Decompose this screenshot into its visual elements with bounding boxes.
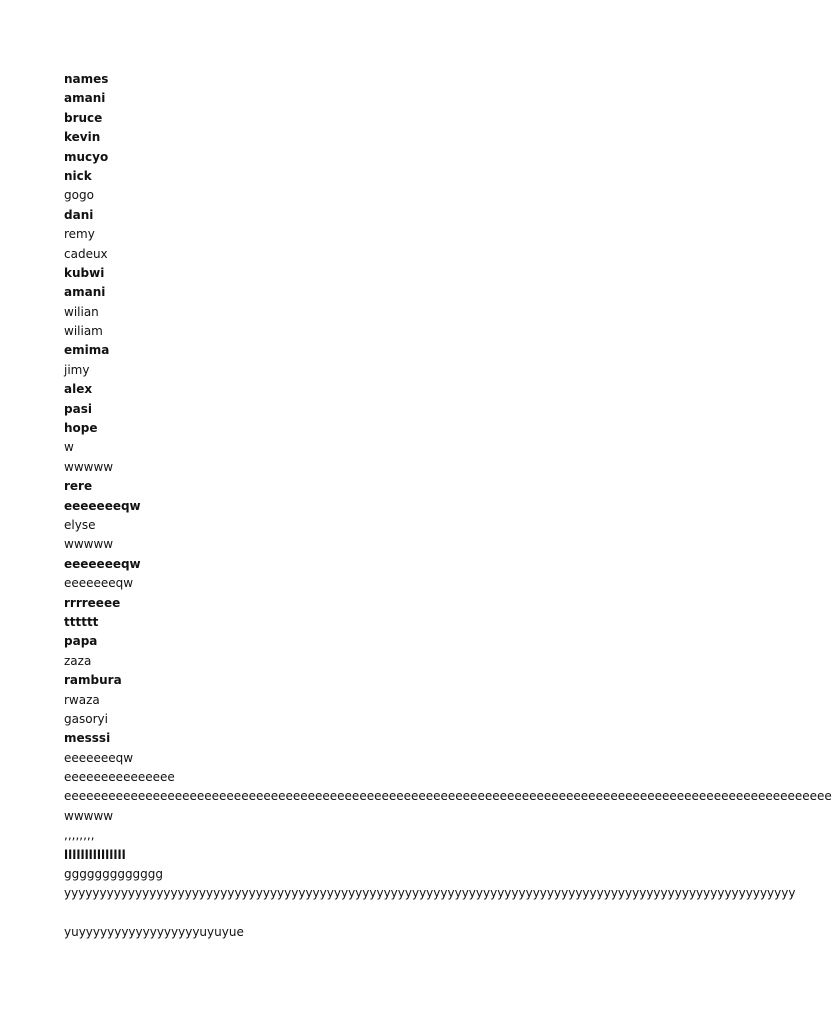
blank-line (64, 904, 668, 923)
text-line: amani (64, 91, 106, 106)
text-line: zaza (64, 653, 92, 668)
text-line: ,,,,,,,, (64, 828, 95, 843)
text-line: rwaza (64, 692, 100, 707)
text-line: eeeeeeeeeeeeeeeeeeeeeeeeeeeeeeeeeeeeeeeeeeeeeeeeeeeeeeeeeeeeeeeeeeeeeeeeeeeeeeeeeeeeeeeeeeeeeeeeeeeeeeee (64, 789, 832, 804)
text-line: remy (64, 227, 95, 242)
text-line: kevin (64, 130, 101, 145)
text-line: rrrreeee (64, 595, 121, 610)
text-line: kubwi (64, 265, 105, 280)
text-line: wwwww (64, 459, 114, 474)
text-line: eeeeeeeeeeeeeee (64, 770, 175, 785)
text-line: names (64, 72, 109, 86)
text-line: papa (64, 634, 98, 649)
text-line: gogo (64, 188, 94, 203)
text-line: lllllllllllllll (64, 847, 126, 862)
text-line: bruce (64, 110, 103, 125)
text-line: wwwww (64, 808, 114, 823)
text-line: alex (64, 382, 93, 397)
text-line: yyyyyyyyyyyyyyyyyyyyyyyyyyyyyyyyyyyyyyyyyyyyyyyyyyyyyyyyyyyyyyyyyyyyyyyyyyyyyyyyyyyyyyyyyyyyyyyyyyyyyyy (64, 886, 796, 901)
text-line: eeeeeeeqw (64, 498, 141, 513)
text-line: jimy (64, 362, 90, 377)
text-line: nick (64, 168, 92, 183)
text-line: dani (64, 207, 94, 222)
text-line: mucyo (64, 149, 109, 164)
text-line: amani (64, 285, 106, 300)
text-line: wwwww (64, 537, 114, 552)
text-line: emima (64, 343, 110, 358)
text-line: gasoryi (64, 711, 108, 726)
text-line: eeeeeeeqw (64, 750, 134, 765)
text-line: wiliam (64, 324, 103, 339)
text-line: wilian (64, 304, 99, 319)
text-line: messsi (64, 731, 111, 746)
text-line: w (64, 440, 74, 455)
text-line: cadeux (64, 246, 108, 261)
text-line: hope (64, 421, 98, 436)
text-line: elyse (64, 517, 96, 532)
text-line: tttttt (64, 614, 99, 629)
text-line: eeeeeeeqw (64, 556, 141, 571)
text-line: rambura (64, 673, 122, 688)
text-line: pasi (64, 401, 92, 416)
document-page (64, 70, 832, 943)
text-line: eeeeeeeqw (64, 576, 134, 591)
text-line: ggggggggggggg (64, 867, 164, 882)
text-line: yuyyyyyyyyyyyyyyyyyuyuyue (64, 925, 244, 940)
text-line: rere (64, 479, 93, 494)
